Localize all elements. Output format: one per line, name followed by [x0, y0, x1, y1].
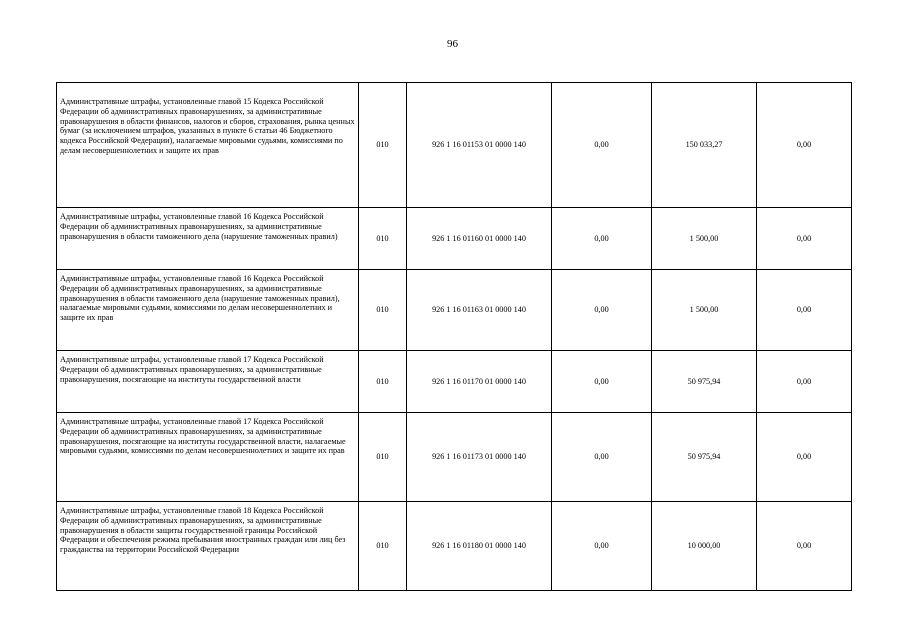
value-column-2: 1 500,00 [652, 208, 757, 270]
line-code: 010 [359, 208, 407, 270]
table-row [57, 83, 852, 208]
line-code: 010 [359, 413, 407, 502]
budget-classification-code: 926 1 16 01170 01 0000 140 [407, 351, 552, 413]
value-column-1: 0,00 [552, 351, 652, 413]
budget-classification-code: 926 1 16 01173 01 0000 140 [407, 413, 552, 502]
table-row [57, 502, 852, 591]
value-column-1: 0,00 [552, 270, 652, 351]
value-column-2: 1 500,00 [652, 270, 757, 351]
budget-classification-code: 926 1 16 01153 01 0000 140 [407, 83, 552, 208]
income-description: Административные штрафы, установленные главой 17 Кодекса Российской Федерации об административных правонарушениях, за административные правонарушения, посягающие на институты государственной власти [57, 351, 359, 413]
budget-table [56, 82, 852, 591]
income-description: Административные штрафы, установленные главой 16 Кодекса Российской Федерации об административных правонарушениях, за административные правонарушения в области таможенного дела (нарушение таможенных правил) [57, 208, 359, 270]
value-column-1: 0,00 [552, 413, 652, 502]
income-description: Административные штрафы, установленные главой 17 Кодекса Российской Федерации об административных правонарушениях, за административные правонарушения, посягающие на институты государственной власти, налагаемые мировыми судьями, комиссиями по делам несовершеннолетних и защите их прав [57, 413, 359, 502]
page-number: 96 [447, 38, 458, 50]
value-column-1: 0,00 [552, 83, 652, 208]
value-column-1: 0,00 [552, 502, 652, 591]
line-code: 010 [359, 502, 407, 591]
value-column-1: 0,00 [552, 208, 652, 270]
value-column-3: 0,00 [757, 413, 852, 502]
value-column-3: 0,00 [757, 270, 852, 351]
value-column-2: 10 000,00 [652, 502, 757, 591]
income-description: Административные штрафы, установленные главой 15 Кодекса Российской Федерации об административных правонарушениях, за административные правонарушения в области финансов, налогов и сборов, страхования, рынка ценных бумаг (за исключением штрафов, указанных в пункте 6 статьи 46 Бюджетного кодекса Российской Федерации), налагаемые мировыми судьями, комиссиями по делам несовершеннолетних и защите их прав [57, 83, 359, 208]
value-column-3: 0,00 [757, 351, 852, 413]
table-row [57, 270, 852, 351]
table-row [57, 208, 852, 270]
value-column-2: 50 975,94 [652, 413, 757, 502]
budget-classification-code: 926 1 16 01160 01 0000 140 [407, 208, 552, 270]
line-code: 010 [359, 351, 407, 413]
budget-classification-code: 926 1 16 01163 01 0000 140 [407, 270, 552, 351]
table-row [57, 351, 852, 413]
value-column-3: 0,00 [757, 83, 852, 208]
value-column-2: 50 975,94 [652, 351, 757, 413]
income-description: Административные штрафы, установленные главой 16 Кодекса Российской Федерации об административных правонарушениях, за административные правонарушения в области таможенного дела (нарушение таможенных правил), налагаемые мировыми судьями, комиссиями по делам несовершеннолетних и защите их прав [57, 270, 359, 351]
value-column-2: 150 033,27 [652, 83, 757, 208]
value-column-3: 0,00 [757, 502, 852, 591]
table-row [57, 413, 852, 502]
line-code: 010 [359, 83, 407, 208]
income-description: Административные штрафы, установленные главой 18 Кодекса Российской Федерации об административных правонарушениях, за административные правонарушения в области защиты государственной границы Российской Федерации и обеспечения режима пребывания иностранных граждан или лиц без гражданства на территории Российской Федерации [57, 502, 359, 591]
line-code: 010 [359, 270, 407, 351]
budget-classification-code: 926 1 16 01180 01 0000 140 [407, 502, 552, 591]
value-column-3: 0,00 [757, 208, 852, 270]
